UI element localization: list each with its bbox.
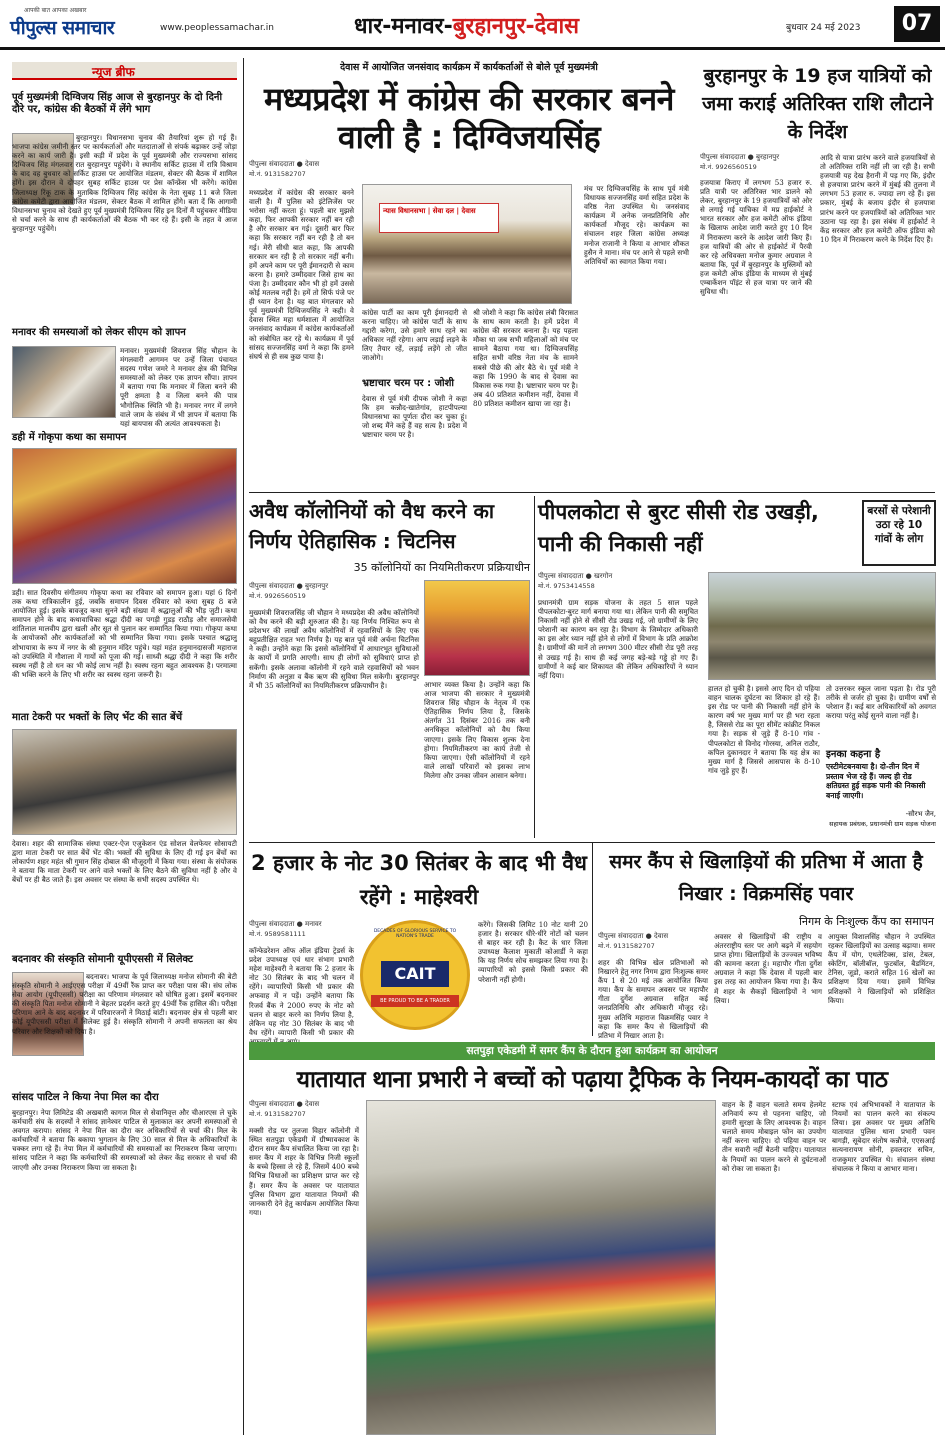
road-quote-label: इनका कहना है — [826, 749, 881, 760]
road-quote-role: सहायक प्रबंधक, प्रधानमंत्री ग्राम सड़क योजना — [829, 820, 936, 828]
lead-col-4: मंच पर दिग्विजयसिंह के साथ पूर्व मंत्री विधायक सज्जनसिंह वर्मा सहित प्रदेश के वरिष्ठ नेता उपस्थित थे। जनसंवाद कार्यक्रम में अनेक जनप्रतिनिधि और कार्यकर्ता मौजूद रहे। कार्यक्रम का संचालन शहर जिला कांग्रेस अध्यक्ष मनोज राजानी ने किया व आभार शौकत हुसैन ने माना। मंच पर आने से पहले सभी अतिथियों का स्वागत किया गया। — [584, 184, 689, 266]
road-col-3: तो उत्तरकर स्कूल जाना पड़ता है। रोड पूरी तरीके से जर्जर हो चुका है। ग्रामीण वर्षों से परेशान हैं। कई बार अधिकारियों को अवगत कराया परंतु कोई सुनने वाला नहीं है। — [826, 684, 936, 721]
traffic-mobile: मो.नं. 9131582707 — [249, 1110, 306, 1118]
brief-photo-memorandum — [12, 346, 116, 418]
haj-byline-block — [700, 153, 810, 175]
camp-col-2: अवसर से खिलाड़ियों की राष्ट्रीय व अंतरराष्ट्रीय स्तर पर आगे बढ़ने में सहयोग प्राप्त होगा। खिलाड़ियों के उज्ज्वल भविष्य की कामना करता हूं। महापौर गीता दुर्गेश अग्रवाल ने कहा कि देवास में पहली बार इस तरह का आयोजन किया गया है। कैंप में शहर के सैकड़ों खिलाड़ियों ने भाग लिया। — [714, 932, 822, 1005]
lead-photo-stage — [362, 184, 572, 304]
road-byline-block — [538, 572, 698, 594]
colonies-subhead: 35 कॉलोनियों का नियमितीकरण प्रक्रियाधीन — [353, 561, 530, 574]
camp-col-1: शहर की विभिन्न खेल प्रतिभाओं को निखारने हेतु नगर निगम द्वारा निःशुल्क समर कैंप 1 से 20 मई तक आयोजित किया गया। कैंप के समापन अवसर पर महापौर गीता दुर्गेश अग्रवाल सहित कई जनप्रतिनिधि और अधिकारी मौजूद रहे। मुख्य अतिथि महाराज विक्रमसिंह पवार ने कहा कि समर कैंप से खिलाड़ियों की प्रतिभा में निखार आता है। — [598, 958, 708, 1040]
colonies-mobile: मो.नं. 9926560519 — [249, 592, 306, 600]
colonies-headline: अवैध कॉलोनियों को वैध करने का निर्णय ऐतिहासिक : चिटनिस — [249, 499, 494, 553]
brief-body: देवास। शहर की सामाजिक संस्था एक्टर-ऐज एजुकेशन एंड सोशल वेलफेयर सोसायटी द्वारा माता टेकरी पर सात बेंचें भेंट की। भक्तों की सुविधा के लिए दी गई इन बेंचों का लोकार्पण शहर महंत श्री गुमान सिंह दोबाल की मौजूदगी में किया गया। संस्था के संयोजक ने बताया कि माता टेकरी पर आने वाले भक्तों के लिए बैठने की सुविधा नहीं है और वे बेंचों पर ही बैठ जाते हैं। इस अवसर पर संस्था के सभी सदस्य उपस्थित थे। — [12, 839, 237, 885]
road-col-2: हालत हो चुकी है। इससे आए दिन दो पहिया वाहन चालक दुर्घटना का शिकार हो रहे हैं। इस रोड पर पानी की निकासी नहीं होने के कारण वर्ष भर मुख्य मार्ग पर ही भरा रहता है, जिससे रोड का पूरा सीमेंट कांक्रीट निकल गया है। सड़क से जुड़े हैं 8-10 गांव - पीपलकोटा से विनोद गोरस्या, अनिल राठौर, कपिल दुकानदार ने बताया कि यह क्षेत्र का मुख्य मार्ग है जिससे आसपास के 8-10 गांव जुड़े हुए हैं। — [708, 684, 820, 775]
traffic-photo — [366, 1100, 716, 1435]
colonies-photo-chitnis — [424, 580, 530, 676]
brief-body: बुरहानपुर। नेपा लिमिटेड की अखबारी कागज मिल से सेवानिवृत्त और चीआरएस ले चुके कर्मचारी संघ के सदस्यों ने सांसद ज्ञानेश्वर पाटिल से मुलाकात कर अपनी समस्याओं से अवगत कराया। सांसद ने नेपा मिल का दौरा कर अधिकारियों से चर्चा की। मिल के कर्मचारियों ने बताया कि बकाया भुगतान के लिए 30 साल से मिल के अधिकारियों के चक्कर लगा रहे हैं। नेपा मिल में कर्मचारियों की समस्याओं का निराकरण किया जाएगा। सांसद पाटिल ने कहा कि कर्मचारियों की समस्याओं को लेकर केंद्र सरकार से चर्चा की जाएगी और उनका निराकरण किया जा सकता है। — [12, 1108, 237, 1172]
haj-col-1: हजयात्रा किराए में लगभग 53 हजार रु. प्रति यात्री पर अतिरिक्त भार डालने को लेकर, बुरहानपुर के 19 हजयात्रियों को ओर से लगाई गई याचिका में मप्र हाईकोर्ट ने भारत सरकार और हज कमेटी ऑफ इंडिया के खिलाफ आदेश जारी करते हुए 10 दिन में निराकरण करने के आदेश जारी किए हैं। हज यात्रियों की ओर से हाईकोर्ट में पैरवी कर रहे अधिवक्ता मनोज कुमार अग्रवाल ने बताया कि, पूर्व में बुरहानपुर के मुस्लिमों को हज कमेटी ऑफ इंडिया के माध्यम से मुंबई एम्बार्केशन पॉइंट से हज यात्रा पर जाने की सुविधा थी। — [700, 178, 812, 297]
camp-mobile: मो.नं. 9131582707 — [598, 942, 655, 950]
traffic-headline: यातायात थाना प्रभारी ने बच्चों को पढ़ाया ट्रैफिक के नियम-कायदों का पाठ — [296, 1067, 888, 1093]
haj-col-2: आदि से यात्रा प्रारंभ करने वाले हजयात्रियों से तो अतिरिक्त राशि नहीं ली जा रही है। सभी हजयात्री यह देख हैरानी में पड़ गए कि, इंदौर से हजयात्रा प्रारंभ करने में मुंबई की तुलना में लगभग 53 हजार रु. ज्यादा लग रहे हैं। इस प्रकार, मुंबई के बजाय इंदौर से हजयात्रा प्रारंभ करने पर हजयात्रियों को अतिरिक्त भार उठाना पड़ रहा है। इस संबंध में हाईकोर्ट ने केंद्र सरकार और हज कमेटी ऑफ इंडिया को 10 दिन में निराकरण करने के निर्देश दिए हैं। — [820, 153, 935, 244]
brief-headline: बदनावर की संस्कृति सोमानी यूपीएससी में सिलेक्ट — [12, 954, 193, 965]
lead-mobile: मो.नं. 9131582707 — [249, 170, 306, 178]
logo — [10, 6, 156, 40]
colonies-col-2: आभार व्यक्त किया है। उन्होंने कहा कि आज भाजपा की सरकार ने मुख्यमंत्री शिवराज सिंह चौहान के नेतृत्व में एक ऐतिहासिक निर्णय लिया है, जिसके अंतर्गत 31 दिसंबर 2016 तक बनी अनधिकृत कॉलोनियों को वैध किया जाएगा। इसके लिए विकास शुल्क देना होगा। नियमितीकरण का कार्य तेजी से किया जाएगा। ऐसी कॉलोनियों में रहने वाले लाखों परिवारों को इसका लाभ मिलेगा और उनका जीवन आसान बनेगा। — [424, 680, 530, 780]
section-rule — [249, 492, 935, 493]
section-title-black: धार-मनावर- — [354, 14, 453, 39]
colonies-byline-block — [249, 582, 419, 604]
colonies-byline: पीपुल्स संवाददाता ● बुरहानपुर — [249, 582, 329, 590]
lead-headline: मध्यप्रदेश में कांग्रेस की सरकार बनने वाली है : दिग्विजयसिंह — [264, 80, 674, 156]
masthead — [0, 0, 945, 50]
colonies-col-1: मुख्यमंत्री शिवराजसिंह जी चौहान ने मध्यप्रदेश की अवैध कॉलोनियों को वैध करने की बड़ी शुरुआत की है। यह निर्णय निश्चित रूप से प्रदेशभर की लाखों अवैध कॉलोनियों में रहवासियों के लिए एक बहुप्रतीक्षित राहत भरा निर्णय है। यह बात पूर्व मंत्री अर्चना चिटनिस ने कही। उन्होंने कहा कि इससे कॉलोनियों में आधारभूत सुविधाओं के कार्यों में प्रगति आएगी। साथ ही लोगों को सुविधाएं प्राप्त हो सकेंगी। इसके अलावा कॉलोनी में रहने वाले रहवासियों को भवन निर्माण की अनुज्ञा व बैंक ऋण की सुविधा मिल सकेगी। बुरहानपुर में भी 35 कॉलोनियों का नियमितीकरण प्रक्रियाधीन है। — [249, 608, 419, 690]
lead-photo-banner: न्यास विधानसभा | सेवा दल | देवास — [379, 203, 499, 233]
cait-badge — [360, 920, 470, 1030]
section-rule — [534, 496, 535, 838]
road-side-box: बरसों से परेशानी उठा रहे 10 गांवों के लोग — [862, 500, 936, 566]
camp-byline: पीपुल्स संवाददाता ● देवास — [598, 932, 669, 940]
lead-byline: पीपुल्स संवाददाता ● देवास — [249, 160, 320, 168]
road-quote-by: -सौरभ जैन, — [905, 810, 936, 818]
brief-label-bar — [12, 62, 237, 80]
road-byline: पीपुल्स संवाददाता ● खरगोन — [538, 572, 613, 580]
camp-col-3: आयुक्त विशालसिंह चौहान ने उपस्थित रहकर खिलाड़ियों का उत्साह बढ़ाया। समर कैंप में योग, एथलेटिक्स, डांस, टेबल, स्केटिंग, बॉलीबॉल, फुटबॉल, बैडमिंटन, टेनिस, जूडो, कराते सहित 16 खेलों का प्रशिक्षण दिया गया। इसमें विभिन्न प्रशिक्षकों ने खिलाड़ियों को प्रशिक्षित किया। — [828, 932, 935, 1005]
traffic-col-3: स्टाफ एवं अभिभावकों ने यातायात के नियमों का पालन करने का संकल्प लिया। इस अवसर पर मुख्य अतिथि यातायात पुलिस थाना प्रभारी पवन बागड़ी, सूबेदार संतोष कन्नौजे, एएसआई सत्यनारायण सोनी, हवलदार सचिन, राजकुमार उपस्थित थे। संचालन संस्था संचालक ने किया व आभार माना। — [832, 1100, 935, 1173]
brief-photo-benches — [12, 729, 237, 835]
cait-badge-tag: BE PROUD TO BE A TRADER — [371, 995, 459, 1007]
lead-subhead: भ्रष्टाचार चरम पर : जोशी — [362, 378, 455, 389]
notes-byline: पीपुल्स संवाददाता ● मनावर — [249, 920, 322, 928]
lead-col-2: कांग्रेस पार्टी का काम पूरी ईमानदारी से करना चाहिए। जो कांग्रेस पार्टी के साथ गद्दारी करेगा, उसे हमारे साथ रहने का अधिकार नहीं रहेगा। आप लड़ाई लड़ने के लिए तैयार रहें, लड़ाई लड़ेंगे तो जीत जाओगे। — [362, 308, 467, 363]
cait-badge-text: CAIT — [381, 961, 449, 987]
brief-headline: मनावर की समस्याओं को लेकर सीएम को ज्ञापन — [12, 327, 186, 338]
traffic-kicker: सतपुड़ा एकेडमी में समर कैंप के दौरान हुआ कार्यक्रम का आयोजन — [466, 1045, 718, 1057]
notes-mobile: मो.नं. 9589581111 — [249, 930, 306, 938]
brief-body: बदनावर। भाजपा के पूर्व जिलाध्यक्ष मनोज सोमानी की बेटी संस्कृति सोमानी ने आईएएस परीक्षा में 49वीं रैंक प्राप्त कर परीक्षा पास की। संघ लोक सेवा आयोग (यूपीएससी) परीक्षा का परिणाम मंगलवार को घोषित हुआ। इसमें बदनावर की संस्कृति पिता मनोज सोमानी ने बेहतर प्रदर्शन करते हुए 49वीं रैंक हासिल की। परीक्षा परिणाम आने के बाद बदनावर में परिवारजनों ने मिठाई बांटी। बदनावर क्षेत्र से पहली बार कोई यूपीएससी परीक्षा में सिलेक्ट हुई है। संस्कृति सोमानी ने अपनी सफलता का श्रेय परिवार और शिक्षकों को दिया है। — [12, 972, 237, 1036]
traffic-byline-block — [249, 1100, 359, 1122]
notes-headline: 2 हजार के नोट 30 सितंबर के बाद भी वैध रहेंगे : माहेश्वरी — [251, 851, 587, 909]
brief-label: न्यूज ब्रीफ — [92, 65, 135, 79]
notes-byline-block — [249, 920, 354, 942]
logo-text: पीपुल्स समाचार — [10, 17, 115, 39]
haj-headline: बुरहानपुर के 19 हज यात्रियों को जमा कराई अतिरिक्त राशि लौटाने के निर्देश — [702, 65, 933, 143]
camp-headline: समर कैंप से खिलाड़ियों की प्रतिभा में आता है निखार : विक्रमसिंह पवार — [609, 851, 923, 905]
traffic-col-1: मक्सी रोड पर तुलजा विहार कॉलोनी में स्थित सतपुड़ा एकेडमी में ग्रीष्मावकाश के दौरान समर कैंप संचालित किया जा रहा है। समर कैंप में शहर के विभिन्न निजी स्कूलों के बच्चे हिस्सा ले रहे हैं, जिसमें 400 बच्चे विभिन्न विधाओं का प्रशिक्षण प्राप्त कर रहे हैं। समर कैंप के अवसर पर यातायात पुलिस विभाग द्वारा यातायात नियमों की जानकारी देने हेतु कार्यक्रम आयोजित किया गया। — [249, 1126, 359, 1217]
column-rule — [243, 58, 244, 1435]
page-number: 07 — [894, 6, 940, 42]
road-mobile: मो.नं. 9753414558 — [538, 582, 595, 590]
traffic-col-2: वाहन के हैं वाहन चलाते समय हेलमेट अनिवार्य रूप से पहनना चाहिए, जो हमारी सुरक्षा के लिए आवश्यक है। वाहन चलाते समय मोबाइल फोन का उपयोग नहीं करना चाहिए। दो पहिया वाहन पर तीन सवारी नहीं बैठनी चाहिए। यातायात के नियमों का पालन करने से दुर्घटनाओं को रोका जा सकता है। — [722, 1100, 826, 1173]
brief-photo-katha — [12, 448, 237, 584]
lead-col-3: श्री जोशी ने कहा कि कांग्रेस लंबी विरासत के साथ काम करती है। हमें प्रदेश में कांग्रेस की सरकार बनाना है। यह पहला मौका था जब सभी महिलाओं को मंच पर सामने बैठाया गया था। दिग्विजयसिंह सहित सभी वरिष्ठ नेता मंच के सामने सबसे पीछे की ओर बैठे थे। पूर्व मंत्री ने कहा कि 1990 के बाद से देवास का विकास रुक गया है। भ्रष्टाचार चरम पर है। अब 40 प्रतिशत कमीशन नहीं, देवास में 80 प्रतिशत कमीशन खाया जा रहा है। — [473, 308, 578, 408]
section-title-red: बुरहानपुर-देवास — [452, 14, 580, 39]
brief-headline: माता टेकरी पर भक्तों के लिए भेंट की सात बेंचें — [12, 712, 183, 723]
camp-byline-block — [598, 932, 708, 954]
lead-kicker: देवास में आयोजित जनसंवाद कार्यक्रम में कार्यकर्ताओं से बोले पूर्व मुख्यमंत्री — [340, 62, 598, 73]
road-col-1: प्रधानमंत्री ग्राम सड़क योजना के तहत 5 साल पहले पीपलकोटा-बुरट मार्ग बनाया गया था। लेकिन पानी की समुचित निकासी नहीं होने से सीसी रोड उखड़ गई, जो ग्रामीणों के लिए परेशानी का कारण बन रहा है। विभाग के जिम्मेदार अधिकारी का इस ओर ध्यान नहीं होने से लोगों में विभाग के प्रति आक्रोश है। ग्रामीणों की मानें तो लगभग 300 मीटर सीसी रोड पूरी तरह से उखड़ गई है। साथ ही कई जगह बड़े-बड़े गड्ढे हो गए हैं। ग्रामीणों ने कई बार शिकायत की लेकिन अधिकारियों ने ध्यान नहीं दिया। — [538, 598, 698, 680]
road-photo — [708, 572, 936, 680]
lead-col-2b: देवास से पूर्व मंत्री दीपक जोशी ने कहा कि हम कन्नौद-खातेगांव, हाटपीपल्या विधानसभा का पूर्णतः दौरा कर चुका हूं। जो शब्द मैंने कहे हैं वह सत्य है। प्रदेश में भ्रष्टाचार चरम पर है। — [362, 394, 467, 440]
road-headline: पीपलकोटा से बुरट सीसी रोड उखड़ी, पानी की निकासी नहीं — [538, 500, 819, 556]
logo-tagline: आपकी बात आपका अखबार — [24, 7, 87, 14]
traffic-kicker-bar — [249, 1042, 935, 1060]
cait-badge-ring: DECADES OF GLORIOUS SERVICE TO NATION'S TRADE — [373, 929, 457, 939]
traffic-byline: पीपुल्स संवाददाता ● देवास — [249, 1100, 320, 1108]
brief-body: मनावर। मुख्यमंत्री शिवराज सिंह चौहान के मंगलवारी आगमन पर उन्हें जिला पंचायत सदस्य गणेश जमरे ने मनावर क्षेत्र की विभिन्न समस्याओं को लेकर एक ज्ञापन सौंपा। ज्ञापन में बताया गया कि मनावर में जिला बनने की पूरी क्षमता है व जिला बनने की पात्र भौगोलिक स्थिति भी है। मनावर नगर में लगने वाले जाम के संबंध में भी ज्ञापन में बताया कि यहां बायपास की अत्यंत आवश्यकता है। — [120, 346, 237, 428]
site-url[interactable]: www.peoplessamachar.in — [160, 23, 274, 33]
brief-headline: डही में गोकृपा कथा का समापन — [12, 432, 127, 443]
haj-byline: पीपुल्स संवाददाता ● बुरहानपुर — [700, 153, 780, 161]
notes-col-2: करेंगे। जिसकी लिमिट 10 नोट यानी 20 हजार है। सरकार धीरे-धीरे नोटों को चलन से बाहर कर रही है। कैट के धार जिला उपाध्यक्ष कैलाश मुकाती कोआर्डी ने कहा कि यह निर्णय सोच समझकर लिया गया है। व्यापारियों को इससे किसी प्रकार की परेशानी नहीं होगी। — [478, 920, 588, 984]
lead-byline-block — [249, 160, 354, 182]
lead-col-1: मध्यप्रदेश में कांग्रेस की सरकार बनने वाली है। मैं पुलिस को इंटेलिजेंस पर भरोसा नहीं करता हूं। पहली बार मुझसे कहा, फिर आपकी सरकार नहीं बन रही है और सरकार बन गई। दूसरी बार फिर कहा कि सरकार नहीं बन रही है तो बन गई। मेरी सीधी बात कहा, कि आपकी सरकार बन रही है तो सरकार नहीं बनी। हमें अपने काम पर पूरी ईमानदारी से काम करना है। हमारे उम्मीदवार जिसे हाथ का पंजा है। उम्मीदवार कौन भी हो हमें उससे कोई मतलब नहीं है। हमें तो सिर्फ पंजे पर ही ध्यान देना है। यह बात मंगलवार को पूर्व मुख्यमंत्री दिग्विजयसिंह ने कही। वे देवास स्थित महा धर्मशाला में आयोजित जनसंवाद कार्यक्रम में कांग्रेस कार्यकर्ताओं को संबोधित कर रहे थे। कार्यक्रम में पूर्व सांसद सज्जनसिंह वर्मा ने कहा कि हमने संघर्ष से ही सब कुछ पाया है। — [249, 188, 354, 361]
brief-headline: सांसद पाटिल ने किया नेपा मिल का दौरा — [12, 1092, 159, 1103]
brief-body: बुरहानपुर। विधानसभा चुनाव की तैयारियां शुरू हो गई हैं। भाजपा कांग्रेस जमीनी स्तर पर कार्यकर्ताओं और मतदाताओं से संपर्क बढ़ाकर उन्हें जोड़ा करने का कार्य जारी है। इसी कड़ी में प्रदेश के पूर्व मुख्यमंत्री और राज्यसभा सांसद दिग्विजय सिंह मंगलवार रात बुरहानपुर पहुंचेंगे। वे स्थानीय सर्किट हाउस में रात्रि विश्राम के बाद वह बुधवार को सर्किट हाउस पर आयोजित मंडलम, सेक्टर की बैठक में शामिल होंगे। इस दौरान वे दोपहर सुबह सर्किट हाउस पर प्रेस कॉन्फ्रेंस भी करेंगे। कांग्रेस जिलाध्यक्ष रिंकू टाक के मुताबिक दिग्विजय सिंह कांग्रेस के नेता सुबह 11 बजे जिला कांग्रेस कमेटी द्वारा आयोजित मंडलम, सेक्टर बैठक में शामिल होंगे। बता दें कि आगामी विधानसभा चुनाव को देखते हुए पूर्व मुख्यमंत्री दिग्विजय सिंह इन दिनों मैं पहुंचकर मीडिया से चर्चा करने के साथ ही कार्यकर्ताओं की बैठक भी कर रहे हैं। इसी के तहत वे आज बुरहानपुर पहुंचेंगे। — [12, 133, 237, 233]
section-rule — [592, 842, 593, 1036]
notes-col-1: कॉन्फेडरेशन ऑफ ऑल इंडिया ट्रेडर्स के प्रदेश उपाध्यक्ष एवं धार संभाग प्रभारी महेश माहेश्वरी ने बताया कि 2 हजार के नोट 30 सितंबर के बाद भी चलन में रहेंगे। व्यापारियों किसी भी प्रकार की अफवाह में न पड़ें। उन्होंने बताया कि रिजर्व बैंक ने 2000 रुपए के नोट को चलन से बाहर करने का निर्णय लिया है, लेकिन यह नोट 30 सितंबर के बाद भी वैध रहेंगे। व्यापारी किसी भी प्रकार की — [249, 946, 354, 1037]
haj-mobile: मो.नं. 9926560519 — [700, 163, 757, 171]
issue-date: बुधवार 24 मई 2023 — [786, 23, 861, 33]
road-quote: एस्टीमेटबनवाया है। दो-तीन दिन में प्रस्ताव भेज रहे हैं। जल्द ही रोड क्षतिग्रस्त हुई सड़क पानी की निकासी बनाई जाएगी। — [826, 762, 926, 800]
camp-subhead: निगम के निःशुल्क कैंप का समापन — [799, 915, 934, 928]
brief-body: डही। सात दिवसीय संगीतमय गोकृपा कथा का रविवार को समापन हुआ। यहां 6 दिनों तक कथा रात्रिकालीन हुई, जबकि समापन दिवस रविवार को कथा सुबह 8 बजे आयोजित हुई। इसके बावजूद कथा सुनने बड़ी संख्या में श्रद्धालुओं की भीड़ जुटी। कथा समापन होने के बाद कथावाचिका श्रद्धा दीदी का पगड़ी गुडड़ राठौड़ और समाजसेवी शांतिलाल मालवीय द्वारा खली और सूत से पुलान कर सम्मानित किया गया। गोकृपा कथा के आयोजकों और कार्यकर्ताओं को भी सम्मानित किया गया। इसके पश्चात श्रद्धालु शोभायात्रा के रूप में नगर के श्री हनुमान मंदिर पहुंचे। यहां महंत हनुमानदासजी महाराज को उपस्थिति में गौशाला में गायों को पूजा की गई। साध्वी श्रद्धा दीदी ने कहा कि शरीर स्वस्थ नहीं है तो धन का भी कोई लाभ नहीं है। स्वस्थ रहना बहुत आवश्यक है। परमात्मा की भक्ति करने के लिए भी शरीर का स्वस्थ रहना जरूरी है। — [12, 588, 237, 679]
section-title — [354, 10, 579, 40]
brief-headline: पूर्व मुख्यमंत्री दिग्विजय सिंह आज से बुरहानपुर के दो दिनी दौरे पर, कांग्रेस की बैठकों में लेंगे भाग — [12, 92, 223, 115]
